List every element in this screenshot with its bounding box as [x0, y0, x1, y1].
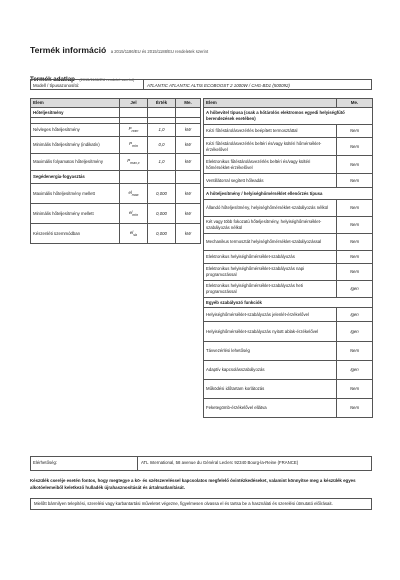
table-row — [31, 154, 201, 171]
datasheet-regulation: (2015/1186/EU rendelet szerint) — [79, 77, 135, 82]
table-row — [204, 380, 373, 399]
row-unit: kW — [176, 154, 201, 171]
row-value: Igen — [337, 361, 373, 380]
heat-section-title: Hőteljesítmény — [31, 108, 120, 118]
col-item: Elem — [204, 99, 337, 108]
table-row — [204, 200, 373, 217]
row-label: Kézi főtéstárolásvezérlés beépített termosztáttal — [204, 125, 337, 138]
installation-note: Mielőtt bármilyen telepítési, szerelési vagy karbantartási műveletet végezne, figyelmesen olvassa el és tartsa be a használati és szerelési útmutató előírásait. — [30, 498, 372, 510]
row-symbol: $P_{nom}$ — [120, 124, 148, 137]
row-label: Maximális hőteljesítmény mellett — [31, 184, 120, 204]
table-row — [204, 342, 373, 361]
heat-input-section-title: A hőbevitel típusa (csak a hőtárolós elektromos egyedi helyiségfűtő berendezések esetében) — [204, 108, 373, 125]
row-symbol: $P_{max,c}$ — [120, 154, 148, 171]
other-section-row — [204, 298, 373, 308]
row-value: Igen — [337, 308, 373, 322]
page-title — [30, 40, 208, 58]
right-spec-table — [203, 98, 373, 418]
contact-value: ATL International, 58 avenue du Général Leclerc 92340 Bourg-la-Reine (FRANCE) — [141, 460, 299, 465]
row-value: Nem — [337, 399, 373, 418]
row-label: Elektronikus helyiséghőmérséklet-szabályozás heti programozással — [204, 281, 337, 298]
row-unit: kW — [176, 184, 201, 204]
row-label: Ventillátorral segített hőleadás — [204, 174, 337, 188]
row-label: Adaptív kapcsolásszabályozás — [204, 361, 337, 380]
row-label: Maximális folyamatos hőteljesítmény — [31, 154, 120, 171]
model-row — [30, 79, 372, 90]
row-symbol: $el_{max}$ — [120, 184, 148, 204]
row-label: Elektronikus helyiséghőmérséklet-szabályozás napi programozással — [204, 264, 337, 281]
row-value: Nem — [337, 200, 373, 217]
row-label: Állandó hőteljesítmény, helyiséghőmérséklet-szabályozás nélkül — [204, 200, 337, 217]
row-value: 1,0 — [148, 124, 176, 137]
aux-section-title: Segédenergia-fogyasztás — [31, 171, 120, 184]
table-row — [204, 361, 373, 380]
row-value: Nem — [337, 125, 373, 138]
row-label: Feketegömb-érzékelővel ellátva — [204, 399, 337, 418]
heat-section-row — [31, 108, 201, 118]
table-row — [204, 217, 373, 234]
row-label: Elektronikus fűtéstárolásvezérlés beltéri és/vagy kültéri hőmérséklet-érzékelővel — [204, 156, 337, 174]
table-row — [204, 308, 373, 322]
row-label: Helyiséghőmérséklet-szabályozás nyitott ablak-érzékelővel — [204, 322, 337, 342]
table-row — [31, 184, 201, 204]
row-value: Nem — [337, 174, 373, 188]
row-unit: kW — [176, 204, 201, 224]
row-label: Mechanikus termosztát helyiséghőmérséklet-szabályozással — [204, 234, 337, 251]
recycling-warning: Készülék cseréje esetén fontos, hogy megtegye a kö- és szétszereléssel kapcsolatos megfelelő óvintézkedéseket, valamint könnyítse meg a készülék egyes alkotóelemeiből keletkező hulladék újrahasznosítását és ártalmatlanítását. — [30, 478, 356, 491]
row-unit: kW — [176, 124, 201, 137]
other-section-title: Egyéb szabályozó funkciók — [204, 298, 373, 308]
left-table-header — [31, 99, 201, 108]
title-main: Termék információ — [30, 45, 107, 55]
row-value: Nem — [337, 264, 373, 281]
row-value: Nem — [337, 217, 373, 234]
row-symbol: $P_{min}$ — [120, 137, 148, 154]
row-value: 1,0 — [148, 154, 176, 171]
row-label: Minimális hőteljesítmény (indikatív) — [31, 137, 120, 154]
row-label: Készenléti üzemmódban — [31, 224, 120, 244]
col-unit: Me. — [176, 99, 201, 108]
row-label: Távvezérlési lehetőség — [204, 342, 337, 361]
row-value: Nem — [337, 251, 373, 264]
row-value: Nem — [337, 342, 373, 361]
control-section-title: A hőteljesítmény / helyiséghőmérséklet ellenőrzés típusa — [204, 188, 373, 200]
row-symbol: $el_{sb}$ — [120, 224, 148, 244]
row-value: Nem — [337, 138, 373, 156]
row-value: 0,0 — [148, 137, 176, 154]
col-symbol: Jel — [120, 99, 148, 108]
table-row — [204, 264, 373, 281]
table-row — [204, 399, 373, 418]
row-value: Nem — [337, 380, 373, 399]
contact-label: Elérhetőség: — [31, 457, 138, 470]
row-label: Két vagy több fokozatú hőteljesítmény, helyiséghőmérséklet-szabályozás nélkül — [204, 217, 337, 234]
table-row — [31, 124, 201, 137]
control-section-row — [204, 188, 373, 200]
table-row — [31, 204, 201, 224]
heat-input-section-row — [204, 108, 373, 125]
row-label: Elektronikus helyiséghőmérséklet-szabályozás — [204, 251, 337, 264]
table-row — [204, 234, 373, 251]
row-value: 0,000 — [148, 184, 176, 204]
table-row — [31, 224, 201, 244]
row-value: Igen — [337, 281, 373, 298]
right-table-header — [204, 99, 373, 108]
datasheet-title: Termék adatlap — [30, 76, 75, 83]
row-value: Igen — [337, 322, 373, 342]
table-row — [204, 251, 373, 264]
contact-row — [30, 456, 372, 471]
model-label: Modell / típusazonosító: — [31, 80, 144, 89]
row-value: 0,000 — [148, 224, 176, 244]
row-label: Kézi fűtéstárolásvezérlés beltéri és/vagy kültéri hőmérséklet-érzékelővel — [204, 138, 337, 156]
table-row — [204, 174, 373, 188]
aux-section-row — [31, 171, 201, 184]
table-row — [204, 138, 373, 156]
table-row — [204, 125, 373, 138]
row-unit: kW — [176, 137, 201, 154]
row-symbol: $el_{min}$ — [120, 204, 148, 224]
table-row — [204, 322, 373, 342]
row-label: Minimális hőteljesítmény mellett — [31, 204, 120, 224]
left-spec-table — [30, 98, 201, 244]
row-label: Helyiséghőmérséklet-szabályozás jelenlét-érzékelővel — [204, 308, 337, 322]
col-unit: Me. — [337, 99, 373, 108]
title-regulation: a 2015/1186/EU és 2015/1188/EU rendeletek szerint — [110, 49, 209, 54]
table-row — [204, 281, 373, 298]
row-value: 0,000 — [148, 204, 176, 224]
table-row — [31, 137, 201, 154]
row-value: Nem — [337, 156, 373, 174]
row-label: Működési időtartam korlátozás — [204, 380, 337, 399]
col-item: Elem — [31, 99, 120, 108]
row-value: Nem — [337, 234, 373, 251]
row-unit: kW — [176, 224, 201, 244]
table-row — [204, 156, 373, 174]
row-label: Névleges hőteljesítmény — [31, 124, 120, 137]
col-value: Érték — [148, 99, 176, 108]
model-value: ATLANTIC ATLANTIC ALTIS ECOBOOST 2 1000W / CHG-BD1 (500092) — [147, 82, 290, 88]
